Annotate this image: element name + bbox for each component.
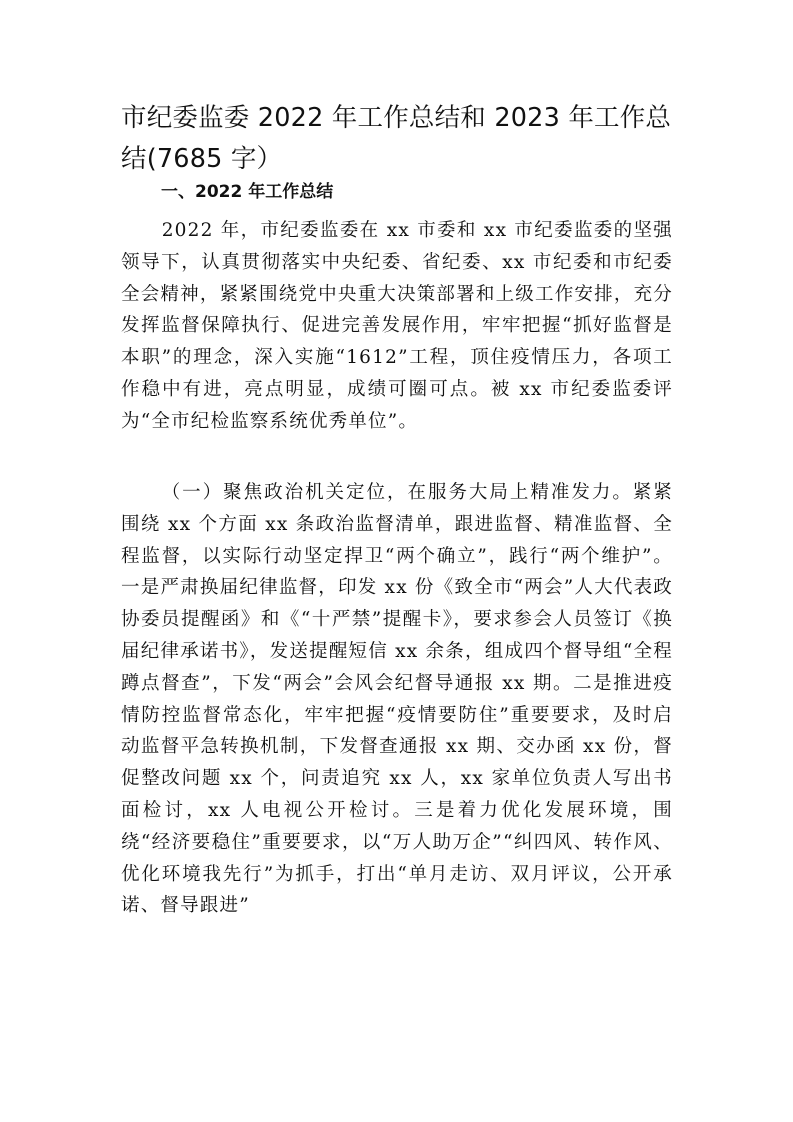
document-title: 市纪委监委 2022 年工作总结和 2023 年工作总结(7685 字） [121,103,672,174]
section-heading: 一、2022 年工作总结 [161,182,334,202]
body-paragraph: 2022 年，市纪委监委在 xx 市委和 xx 市纪委监委的坚强领导下，认真贯彻落实中央纪委、省纪委、xx 市纪委和市纪委全会精神，紧紧围绕党中央重大决策部署和上级工作安排，充分发挥监督保障执行、促进完善发展作用，牢牢把握“抓好监督是本职”的理念，深入实施“1612”工程，顶住疫情压力，各项工作稳中有进，亮点明显，成绩可圈可点。被 xx 市纪委监委评为“全市纪检监察系统优秀单位”。 [121,220,673,432]
body-paragraph: （一）聚焦政治机关定位，在服务大局上精准发力。紧紧围绕 xx 个方面 xx 条政治监督清单，跟进监督、精准监督、全程监督，以实际行动坚定捍卫“两个确立”，践行“两个维护”。一是严肃换届纪律监督，印发 xx 份《致全市“两会”人大代表政协委员提醒函》和《“十严禁”提醒卡》，要求参会人员签订《换届纪律承诺书》，发送提醒短信 xx 余条，组成四个督导组“全程蹲点督查”，下发“两会”会风会纪督导通报 xx 期。二是推进疫情防控监督常态化，牢牢把握“疫情要防住”重要要求，及时启动监督平急转换机制，下发督查通报 xx 期、交办函 xx 份，督促整改问题 xx 个，问责追究 xx 人，xx 家单位负责人写出书面检讨，xx 人电视公开检讨。三是着力优化发展环境，围绕“经济要稳住”重要要求，以“万人助万企”“纠四风、转作风、优化环境我先行”为抓手，打出“单月走访、双月评议，公开承诺、督导跟进” [121,482,673,917]
